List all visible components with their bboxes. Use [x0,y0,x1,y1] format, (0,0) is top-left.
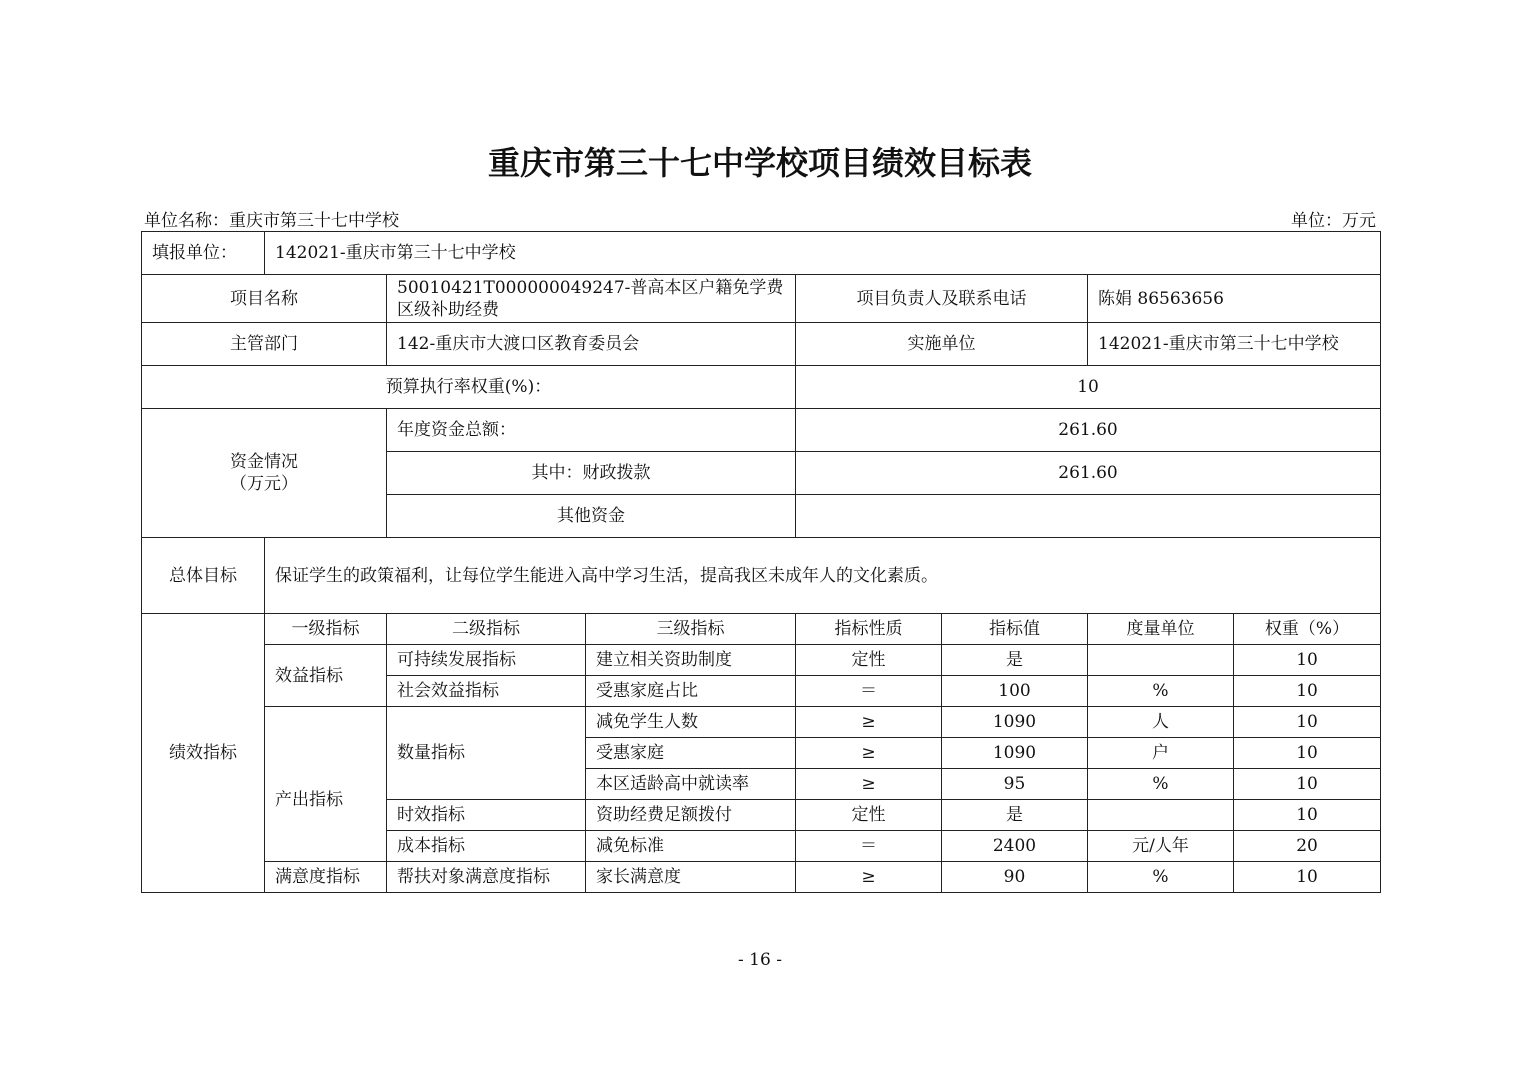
contact-value: 陈娟 86563656 [1088,275,1381,323]
unit: 人 [1088,707,1234,738]
funds-unit: （万元） [230,474,298,494]
weight: 10 [1234,800,1381,831]
level3: 减免标准 [586,831,796,862]
table-row [142,409,1381,452]
impl-label: 实施单位 [796,323,1088,366]
column-header: 度量单位 [1088,614,1234,645]
level3: 家长满意度 [586,862,796,893]
value: 100 [942,676,1088,707]
table-row [142,232,1381,275]
currency-unit: 单位：万元 [1291,211,1376,231]
goal-value: 保证学生的政策福利，让每位学生能进入高中学习生活，提高我区未成年人的文化素质。 [265,538,1381,614]
weight: 10 [1234,707,1381,738]
weight: 10 [1234,676,1381,707]
value: 是 [942,800,1088,831]
table-row [142,366,1381,409]
value: 95 [942,769,1088,800]
column-header: 指标性质 [796,614,942,645]
reporting-unit-value: 142021-重庆市第三十七中学校 [265,232,1381,275]
value: 是 [942,645,1088,676]
column-header: 一级指标 [265,614,387,645]
nature: ＝ [796,831,942,862]
unit: 元/人年 [1088,831,1234,862]
unit: 户 [1088,738,1234,769]
level3: 本区适龄高中就读率 [586,769,796,800]
nature: ＝ [796,676,942,707]
funds-label [142,409,387,538]
level1: 满意度指标 [265,862,387,893]
column-header: 权重（%） [1234,614,1381,645]
nature: 定性 [796,800,942,831]
dept-label: 主管部门 [142,323,387,366]
column-header: 三级指标 [586,614,796,645]
table-row [142,645,1381,676]
dept-value: 142-重庆市大渡口区教育委员会 [387,323,796,366]
project-name-value: 50010421T000000049247-普高本区户籍免学费区级补助经费 [387,275,796,323]
table-row [142,323,1381,366]
fiscal-label: 其中：财政拨款 [387,452,796,495]
annual-total-value: 261.60 [796,409,1381,452]
level2: 时效指标 [387,800,586,831]
weight: 10 [1234,862,1381,893]
contact-label: 项目负责人及联系电话 [796,275,1088,323]
table-row [142,707,1381,738]
nature: 定性 [796,645,942,676]
perf-label: 绩效指标 [142,614,265,893]
fiscal-value: 261.60 [796,452,1381,495]
level2: 可持续发展指标 [387,645,586,676]
level1: 效益指标 [265,645,387,707]
unit: % [1088,769,1234,800]
project-name-label: 项目名称 [142,275,387,323]
level3: 建立相关资助制度 [586,645,796,676]
impl-value: 142021-重庆市第三十七中学校 [1088,323,1381,366]
level1: 产出指标 [265,707,387,862]
level3: 受惠家庭占比 [586,676,796,707]
unit: % [1088,862,1234,893]
other-funds-value [796,495,1381,538]
nature: ≥ [796,862,942,893]
nature: ≥ [796,738,942,769]
goal-label: 总体目标 [142,538,265,614]
other-funds-label: 其他资金 [387,495,796,538]
level3: 受惠家庭 [586,738,796,769]
page-number: - 16 - [738,950,782,970]
unit-name: 单位名称：重庆市第三十七中学校 [144,211,399,231]
level2: 社会效益指标 [387,676,586,707]
nature: ≥ [796,707,942,738]
weight: 10 [1234,738,1381,769]
value: 2400 [942,831,1088,862]
weight: 20 [1234,831,1381,862]
level3: 减免学生人数 [586,707,796,738]
budget-weight-value: 10 [796,366,1381,409]
table-row [142,275,1381,323]
unit [1088,645,1234,676]
weight: 10 [1234,769,1381,800]
budget-weight-label: 预算执行率权重(%)： [142,366,796,409]
table-row [142,862,1381,893]
document-title: 重庆市第三十七中学校项目绩效目标表 [487,144,1032,182]
funds-title: 资金情况 [230,452,298,472]
unit [1088,800,1234,831]
value: 1090 [942,707,1088,738]
header-row [142,614,1381,645]
weight: 10 [1234,645,1381,676]
column-header: 二级指标 [387,614,586,645]
level2: 成本指标 [387,831,586,862]
value: 1090 [942,738,1088,769]
level2: 数量指标 [387,707,586,800]
performance-table [141,231,1381,893]
value: 90 [942,862,1088,893]
level2: 帮扶对象满意度指标 [387,862,586,893]
reporting-unit-label: 填报单位： [142,232,265,275]
unit: % [1088,676,1234,707]
nature: ≥ [796,769,942,800]
column-header: 指标值 [942,614,1088,645]
annual-total-label: 年度资金总额： [387,409,796,452]
table-row [142,538,1381,614]
level3: 资助经费足额拨付 [586,800,796,831]
